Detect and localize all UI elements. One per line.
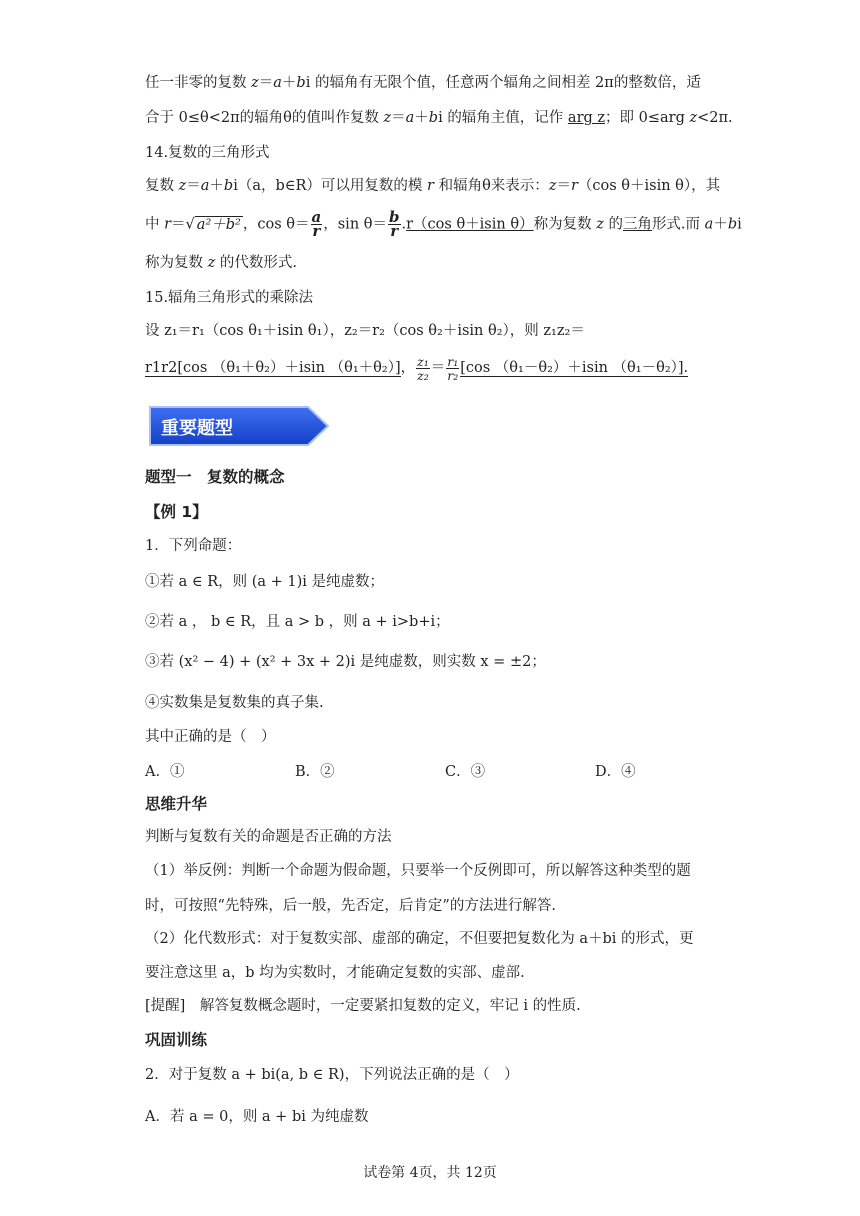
thinking-title: 思维升华: [145, 795, 208, 813]
q2-option-a[interactable]: A．若 a = 0，则 a + bi 为纯虚数: [145, 1109, 369, 1125]
section-banner: [148, 405, 330, 447]
page-footer: 试卷第 4页，共 12页: [363, 1165, 497, 1181]
banner-label: 重要题型: [161, 418, 233, 439]
q2-stem: 2．对于复数 a + bi(a, b ∈ R)，下列说法正确的是（ ）: [145, 1067, 519, 1083]
choice-a[interactable]: A．①: [145, 764, 185, 780]
paragraph-arg-line2: 合于 0≤θ<2π的辐角θ的值叫作复数 z＝a＋bi 的辐角主值，记作 arg z；即 0≤arg z<2π.: [145, 110, 733, 126]
type1-title: 题型一 复数的概念: [145, 468, 285, 486]
thinking-tip: [提醒] 解答复数概念题时，一定要紧扣复数的定义，牢记 i 的性质.: [145, 998, 581, 1014]
choice-b[interactable]: B．②: [295, 764, 335, 780]
section-15-title: 15.辐角三角形式的乘除法: [145, 290, 314, 306]
example-label: 【例 1】: [145, 503, 208, 521]
choice-d[interactable]: D．④: [595, 764, 636, 780]
section-14-title: 14.复数的三角形式: [145, 145, 270, 161]
thinking-point2-a: （2）化代数形式：对于复数实部、虚部的确定，不但要把复数化为 a＋bi 的形式，更: [145, 931, 694, 947]
q1-stem: 1．下列命题：: [145, 538, 242, 554]
choice-c[interactable]: C．③: [445, 764, 486, 780]
section-14-line1: 复数 z＝a＋bi（a，b∈R）可以用复数的模 r 和辐角θ来表示：z＝r（cos θ＋isin θ），其: [145, 178, 721, 194]
thinking-heading: 判断与复数有关的命题是否正确的方法: [145, 829, 392, 845]
quotient-formula: [cos （θ₁－θ₂）＋isin （θ₁－θ₂）].: [460, 360, 689, 376]
thinking-point1-a: （1）举反例：判断一个命题为假命题，只要举一个反例即可，所以解答这种类型的题: [145, 863, 691, 879]
q1-ask: 其中正确的是（ ）: [145, 729, 276, 745]
thinking-point2-b: 要注意这里 a，b 均为实数时，才能确定复数的实部、虚部.: [145, 965, 525, 981]
q1-prop2: ②若 a ， b ∈ R，且 a > b ，则 a + i>b+i；: [145, 614, 450, 630]
section-14-line3: 称为复数 z 的代数形式.: [145, 255, 297, 271]
q1-prop1: ①若 a ∈ R，则 (a + 1)i 是纯虚数；: [145, 574, 385, 590]
practice-title: 巩固训练: [145, 1031, 208, 1049]
section-15-line2: r1r2[cos （θ₁＋θ₂）＋isin （θ₁＋θ₂）]， $\frac{\text{z₁}}{\text{z₂}}$ ＝ $\frac{\text{r₁}}{\text{r₂}}$ [cos （θ₁－θ₂）＋isin （θ₁－θ₂）].: [145, 353, 689, 383]
section-15-line1: 设 z₁＝r₁（cos θ₁＋isin θ₁），z₂＝r₂（cos θ₂＋isin θ₂），则 z₁z₂＝: [145, 323, 585, 339]
q1-prop3: ③若 (x² − 4) + (x² + 3x + 2)i 是纯虚数，则实数 x = ±2；: [145, 654, 546, 670]
product-formula: r1r2[cos （θ₁＋θ₂）＋isin （θ₁＋θ₂）]: [145, 360, 401, 376]
paragraph-arg-line1: 任一非零的复数 z＝a＋bi 的辐角有无限个值，任意两个辐角之间相差 2π的整数倍，适: [145, 75, 701, 91]
q1-prop4: ④实数集是复数集的真子集.: [145, 695, 324, 711]
section-14-line2: 中 r＝√ a²＋b² ，cos θ＝ $\frac{a}{r}$ ，sin θ＝ $\frac{b}{r}$ .r（cos θ＋isin θ）称为复数 z 的三角形式.而 a＋bi: [145, 208, 742, 240]
thinking-point1-b: 时，可按照“先特殊，后一般，先否定，后肯定”的方法进行解答.: [145, 898, 556, 914]
